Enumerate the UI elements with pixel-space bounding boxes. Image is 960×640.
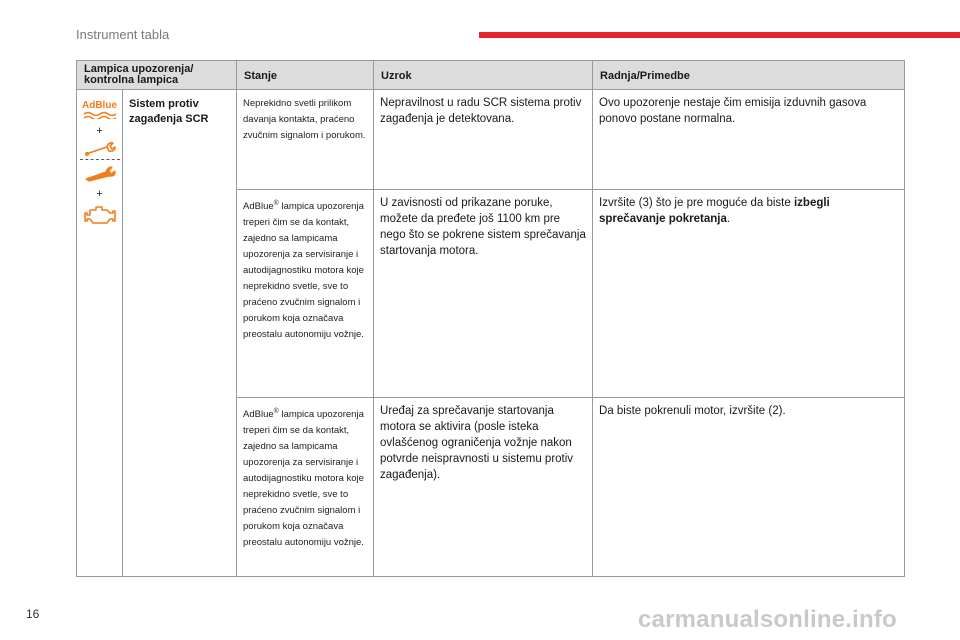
table-row bbox=[77, 90, 905, 190]
table-header-row bbox=[77, 61, 905, 90]
radnja-cell: Da biste pokrenuli motor, izvršite (2). bbox=[593, 398, 905, 577]
dashed-separator bbox=[80, 159, 120, 160]
uzrok-cell: Nepravilnost u radu SCR sistema protiv zagađenja je detektovana. bbox=[374, 90, 593, 190]
page-number: 16 bbox=[26, 607, 40, 621]
stanje-cell: AdBlue® lampica upozorenja treperi čim se da kontakt, zajedno sa lampicama upozorenja za servisiranje i autodijagnostiku motora koje neprekidno svetle, sve to praćeno zvučnim signalom i porukom koja označava preostalu autonomiju vožnje. bbox=[237, 190, 374, 398]
column-header-uzrok: Uzrok bbox=[374, 61, 593, 90]
engine-check-icon bbox=[83, 204, 117, 226]
header-accent-bar bbox=[479, 32, 960, 38]
wrench-service-filled-icon bbox=[83, 166, 117, 182]
adblue-icon: AdBlue bbox=[82, 100, 117, 119]
column-header-radnja: Radnja/Primedbe bbox=[593, 61, 905, 90]
watermark: carmanualsonline.info bbox=[638, 606, 897, 633]
column-header-stanje: Stanje bbox=[237, 61, 374, 90]
plus-sign: + bbox=[96, 188, 103, 200]
wrench-service-icon bbox=[83, 141, 117, 157]
plus-sign: + bbox=[96, 125, 103, 137]
system-name-cell: Sistem protiv zagađenja SCR bbox=[123, 90, 237, 577]
stanje-cell: Neprekidno svetli prilikom davanja kontakta, praćeno zvučnim signalom i porukom. bbox=[237, 90, 374, 190]
radnja-cell: Izvršite (3) što je pre moguće da biste izbegli sprečavanje pokretanja. bbox=[593, 190, 905, 398]
column-header-lampica: Lampica upozorenja/ kontrolna lampica bbox=[77, 61, 237, 90]
radnja-cell: Ovo upozorenje nestaje čim emisija izduvnih gasova ponovo postane normalna. bbox=[593, 90, 905, 190]
stanje-cell: AdBlue® lampica upozorenja treperi čim se da kontakt, zajedno sa lampicama upozorenja za servisiranje i autodijagnostiku motora koje neprekidno svetle, sve to praćeno zvučnim signalom i porukom koja označava preostalu autonomiju vožnje. bbox=[237, 398, 374, 577]
icon-cell bbox=[77, 90, 123, 577]
uzrok-cell: Uređaj za sprečavanje startovanja motora se aktivira (posle isteka ovlašćenog ograničenja vožnje nakon potvrde neispravnosti u sistemu protiv zagađenja). bbox=[374, 398, 593, 577]
warning-lights-table bbox=[76, 60, 905, 577]
uzrok-cell: U zavisnosti od prikazane poruke, možete da pređete još 1100 km pre nego što se pokrene sistem sprečavanja startovanja motora. bbox=[374, 190, 593, 398]
page-header-title: Instrument tabla bbox=[76, 27, 170, 42]
